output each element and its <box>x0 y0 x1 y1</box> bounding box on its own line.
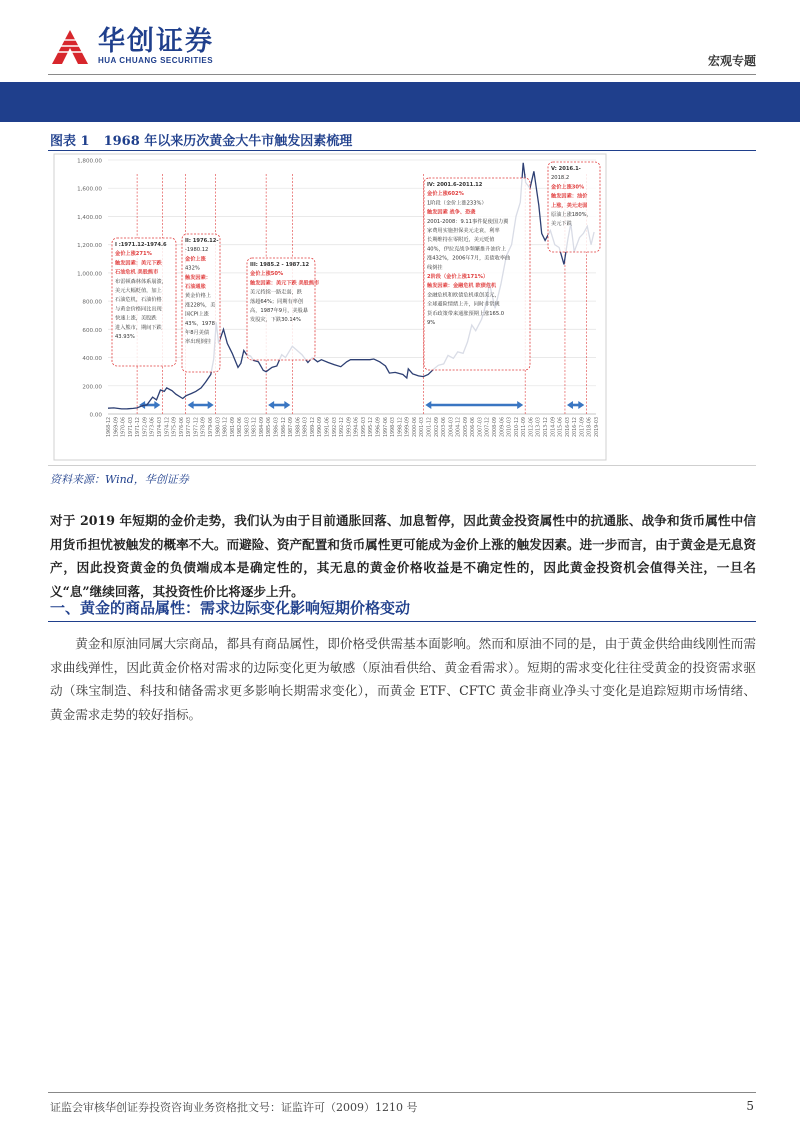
x-tick-label: 1992-03 <box>332 417 338 438</box>
x-tick-label: 2008-09 <box>493 417 499 438</box>
x-tick-label: 2019-03 <box>595 417 600 438</box>
x-tick-label: 2004-03 <box>449 417 455 438</box>
x-tick-label: 1990-09 <box>318 417 324 438</box>
x-tick-label: 1983-12 <box>252 417 258 438</box>
y-tick-label: 200.00 <box>82 384 102 391</box>
annotation-text: IV: 2001.6-2011.12 <box>427 182 483 188</box>
x-tick-label: 2013-03 <box>536 417 542 438</box>
period-arrow-left-head <box>188 401 194 409</box>
x-tick-label: 1996-09 <box>376 417 382 438</box>
x-tick-label: 1989-12 <box>310 417 316 438</box>
x-tick-label: 1992-12 <box>340 417 346 438</box>
annotation-text: 9% <box>427 320 436 326</box>
figure-title <box>50 130 352 149</box>
x-tick-label: 1983-03 <box>245 417 251 438</box>
annotation-text: 432% <box>185 265 200 272</box>
x-tick-label: 2010-03 <box>507 417 513 438</box>
x-tick-label: 1974-12 <box>165 417 171 438</box>
x-tick-label: 2012-06 <box>529 417 535 438</box>
x-tick-label: 1971-12 <box>136 417 142 438</box>
annotation-text: 快速上涨，美股跌 <box>115 315 157 322</box>
section-title: 一、黄金的商品属性：需求边际变化影响短期价格变动 <box>50 599 411 617</box>
annotation-text: 美元下跌 <box>551 221 572 228</box>
x-tick-label: 1977-03 <box>187 417 193 438</box>
figure-source: 资料来源：Wind，华创证券 <box>50 473 189 486</box>
annotation-text: II: 1976.12- <box>185 238 219 244</box>
page-number: 5 <box>746 1099 754 1113</box>
annotation-text: 石油危机 美股熊市 <box>115 269 159 276</box>
figure-label: 图表 1 <box>50 134 90 149</box>
annotation-text: 与黄金价格同比出现 <box>115 306 162 313</box>
x-tick-label: 1998-12 <box>398 417 404 438</box>
annotation-text: 落超64%；同期有率创 <box>250 298 304 305</box>
footer-divider <box>48 1092 756 1093</box>
x-tick-label: 1972-09 <box>143 417 149 438</box>
company-name-en: HUA CHUANG SECURITIES <box>98 55 214 65</box>
period-arrow-right-head <box>284 401 290 409</box>
x-tick-label: 2016-12 <box>573 417 579 438</box>
x-tick-label: 1982-06 <box>238 417 244 438</box>
annotation-text: 触发因素：美元下跌 美股熊市 <box>250 280 320 287</box>
period-arrow-right-head <box>154 401 160 409</box>
annotation-text: 金价上涨602% <box>427 191 464 198</box>
x-tick-label: 2003-06 <box>442 417 448 438</box>
annotation-text: 美元持续一路走弱，跌 <box>250 289 302 296</box>
annotation-text: 2001-2008：9.11事件促使国力翼 <box>427 218 509 225</box>
annotation-text: 1阶段（金价上涨233%） <box>427 200 487 207</box>
footer-license: 证监会审核华创证券投资咨询业务资格批文号：证监许可（2009）1210 号 <box>50 1101 418 1114</box>
x-tick-label: 1987-09 <box>289 417 295 438</box>
annotation-text: 黄金价格上 <box>185 293 211 300</box>
x-tick-label: 1998-03 <box>391 417 397 438</box>
x-tick-label: 1986-12 <box>281 417 287 438</box>
annotation-text: 触发因素：美元下跌 <box>115 260 162 267</box>
y-tick-label: 1,200.00 <box>77 243 102 250</box>
source-rule <box>48 465 756 466</box>
company-logo <box>48 26 214 66</box>
x-tick-label: 2009-06 <box>500 417 506 438</box>
x-tick-label: 2007-03 <box>478 417 484 438</box>
section-rule <box>48 621 756 622</box>
gold-price-chart <box>0 152 800 462</box>
x-tick-label: 1994-06 <box>354 417 360 438</box>
x-tick-label: 2002-09 <box>434 417 440 438</box>
x-tick-label: 2000-06 <box>412 417 418 438</box>
period-arrow-right-head <box>578 401 584 409</box>
x-tick-label: 1984-09 <box>259 417 265 438</box>
period-arrow-left-head <box>567 401 573 409</box>
x-tick-label: 1997-06 <box>383 417 389 438</box>
annotation-text: 40%，伊拉克战争频繁推升油价上 <box>427 246 506 253</box>
header-band <box>0 82 800 122</box>
x-tick-label: 1973-06 <box>150 417 156 438</box>
x-tick-label: 1980-12 <box>223 417 229 438</box>
period-arrow-left-head <box>268 401 274 409</box>
figure-caption: 1968 年以来历次黄金大牛市触发因素梳理 <box>103 134 353 149</box>
annotation-text: 率出现倒挂 <box>185 339 211 346</box>
annotation-text: 家费用实施担保美元走衰，利率 <box>427 228 500 234</box>
x-tick-label: 2015-06 <box>558 417 564 438</box>
x-tick-label: 1988-06 <box>296 417 302 438</box>
annotation-text: 触发因素：油价 <box>551 193 588 200</box>
annotation-text: 涨228%，美 <box>185 302 216 309</box>
annotation-text: 金价上涨 <box>185 256 206 263</box>
x-tick-label: 2018-06 <box>587 417 593 438</box>
annotation-text: 线倒挂 <box>427 264 443 271</box>
annotation-text: 布雷顿森林体系崩溃， <box>115 278 167 285</box>
x-tick-label: 2001-12 <box>427 417 433 438</box>
annotation-text: 2018.2 <box>551 175 570 182</box>
annotation-text: 高，1987年9月，美股暴 <box>250 308 309 314</box>
annotation-text: 石油通胀 <box>185 284 206 290</box>
annotation-text: 涨432%，2006年7月，美债收率曲 <box>427 255 511 262</box>
annotation-text: 上涨，美元走弱 <box>551 202 588 209</box>
period-arrow-left-head <box>425 401 431 409</box>
figure-rule <box>48 150 756 151</box>
paragraph-commodity: 黄金和原油同属大宗商品，都具有商品属性，即价格受供需基本面影响。然而和原油不同的是，由于黄金供给曲线刚性而需求曲线弹性，因此黄金价格对需求的边际变化更为敏感（原油看供给、黄金看需求）。短期的需求变化往往受黄金的投资需求驱动（珠宝制造、科技和储备需求更多影响长期需求变化），而黄金 ETF、CFTC 黄金非商业净头寸变化是追踪短期市场情绪、黄金需求走势的较好指标。 <box>50 636 756 722</box>
y-tick-label: 800.00 <box>82 299 102 306</box>
x-tick-label: 1995-03 <box>361 417 367 438</box>
annotation-text: -1980.12 <box>185 247 209 254</box>
annotation-text: 年8月美债 <box>185 330 210 336</box>
annotation-text: 原油上涨180%， <box>551 212 592 218</box>
annotation-text: 长期维持在零附近，美元贬值 <box>427 237 495 244</box>
x-tick-label: 1979-06 <box>208 417 214 438</box>
annotation-text: 43.93% <box>115 334 135 340</box>
x-tick-label: 1991-06 <box>325 417 331 438</box>
annotation-text: I :1971.12-1974.6 <box>115 242 167 248</box>
x-tick-label: 2005-09 <box>463 417 469 438</box>
x-tick-label: 2001-03 <box>420 417 426 438</box>
x-tick-label: 2017-09 <box>580 417 586 438</box>
x-tick-label: 1977-12 <box>194 417 200 438</box>
x-tick-label: 2014-09 <box>551 417 557 438</box>
annotation-text: 国CPI上涨 <box>185 311 209 318</box>
x-tick-label: 1970-06 <box>121 417 127 438</box>
annotation-text: 进入熊市，期间下跌 <box>115 324 162 331</box>
x-tick-label: 1971-03 <box>128 417 134 438</box>
x-tick-label: 2010-12 <box>514 417 520 438</box>
y-tick-label: 1,000.00 <box>77 271 102 278</box>
x-tick-label: 1978-09 <box>201 417 207 438</box>
x-tick-label: 1974-03 <box>157 417 163 438</box>
x-tick-label: 1969-09 <box>114 417 120 438</box>
annotation-text: V: 2016.1- <box>551 166 581 172</box>
x-tick-label: 1980-03 <box>216 417 222 438</box>
y-tick-label: 0.00 <box>89 412 102 419</box>
annotation-text: 全球避险情绪上升，同时非常规 <box>427 301 500 308</box>
x-tick-label: 2011-09 <box>522 417 528 438</box>
x-tick-label: 1989-03 <box>303 417 309 438</box>
annotation-text: 货币政策带来通胀预期上涨165.0 <box>427 310 505 317</box>
x-tick-label: 1981-09 <box>230 417 236 438</box>
annotation-text: 美元大幅贬值，加上 <box>115 288 162 294</box>
x-tick-label: 1968-12 <box>107 417 112 438</box>
annotation-text: III: 1985.2 - 1987.12 <box>250 262 310 268</box>
y-tick-label: 400.00 <box>82 356 102 363</box>
x-tick-label: 2007-12 <box>485 417 491 438</box>
x-tick-label: 2013-12 <box>544 417 550 438</box>
header-divider <box>48 74 756 75</box>
x-tick-label: 1999-09 <box>405 417 411 438</box>
x-tick-label: 1985-06 <box>267 417 273 438</box>
annotation-text: 金价上涨50% <box>250 271 284 278</box>
logo-mark-icon <box>48 26 92 66</box>
paragraph-outlook: 对于 2019 年短期的金价走势，我们认为由于目前通胀回落、加息暂停，因此黄金投资属性中的抗通胀、战争和货币属性中信用货币担忧被触发的概率不大。而避险、资产配置和货币属性更可能成为金价上涨的触发因素。进一步而言，由于黄金是无息资产，因此投资黄金的负债端成本是确定性的，其无息的黄金价格收益是不确定性的，因此黄金投资机会值得关注，一旦名义“息”继续回落，其投资性价比将逐步上升。 <box>50 513 756 599</box>
company-name-cn: 华创证券 <box>98 25 214 57</box>
document-type: 宏观专题 <box>707 54 756 68</box>
annotation-text: 43%，1978 <box>185 320 215 327</box>
annotation-text: 触发因素： <box>185 274 211 281</box>
annotation-text: 触发因素 战争、恐袭 <box>427 209 476 216</box>
x-tick-label: 2006-06 <box>471 417 477 438</box>
annotation-text: 2阶段（金价上涨171%） <box>427 274 489 280</box>
x-tick-label: 2004-12 <box>456 417 462 438</box>
period-arrow-right-head <box>517 401 523 409</box>
annotation-text: 触发因素：金融危机 欧债危机 <box>427 283 497 290</box>
y-tick-label: 1,800.00 <box>77 158 102 165</box>
y-tick-label: 1,400.00 <box>77 214 102 221</box>
annotation-text: 金价上涨271% <box>115 251 152 258</box>
y-tick-label: 600.00 <box>82 327 102 334</box>
annotation-text: 石油危机，石油价格 <box>115 297 162 304</box>
annotation-text: 金融危机和欧债危机重创美元， <box>427 292 500 299</box>
period-arrow-right-head <box>208 401 214 409</box>
annotation-text: 发股灾，下跌30.14% <box>250 317 301 324</box>
x-tick-label: 1993-09 <box>347 417 353 438</box>
annotation-text: 金价上涨30% <box>551 184 585 191</box>
x-tick-label: 1976-06 <box>179 417 185 438</box>
y-tick-label: 1,600.00 <box>77 186 102 193</box>
x-tick-label: 1986-03 <box>274 417 280 438</box>
x-tick-label: 1975-09 <box>172 417 178 438</box>
x-tick-label: 2016-03 <box>565 417 571 438</box>
x-tick-label: 1995-12 <box>369 417 375 438</box>
